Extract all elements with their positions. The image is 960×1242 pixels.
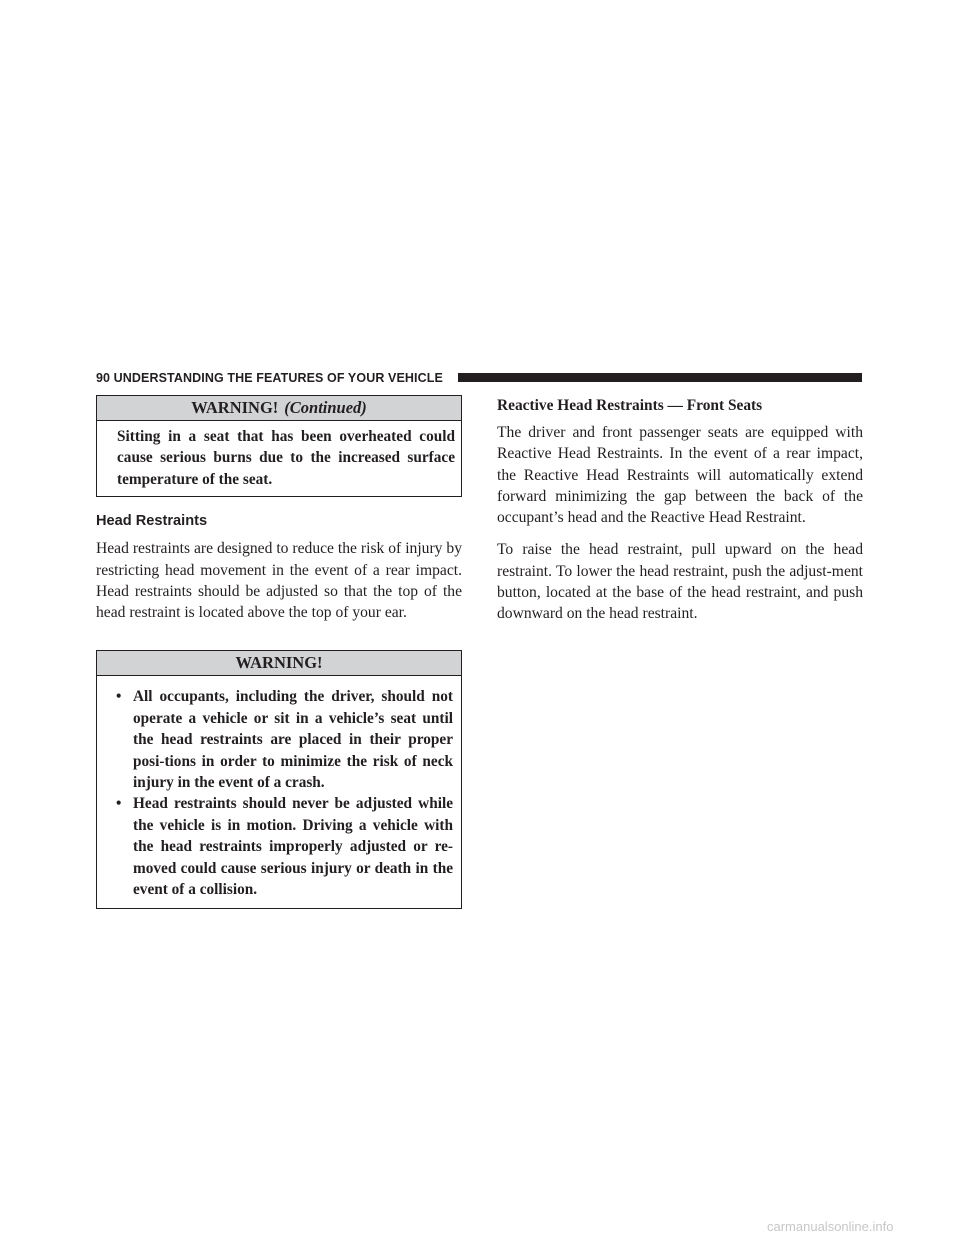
warning-bullet — [113, 793, 453, 900]
head-restraints-paragraph: Head restraints are designed to reduce the risk of injury by restricting head movement in the event of a rear impact. Head restraints should be adjusted so that the top of the head restraint is located above the top of your ear. — [96, 540, 462, 622]
warning-continued-box — [96, 395, 462, 497]
warning-continued-header — [97, 396, 461, 421]
footer-watermark: carmanualsonline.info — [767, 1219, 894, 1234]
bullet-dot-icon: • — [116, 795, 122, 813]
subsection-title-reactive-head-restraints: Reactive Head Restraints — Front Seats — [497, 397, 763, 414]
bullet-dot-icon: • — [116, 688, 122, 706]
warning-continued-text: Sitting in a seat that has been overheated could cause serious burns due to the increased surface temperature of the seat. — [117, 428, 455, 488]
reactive-head-restraints-paragraph-2: To raise the head restraint, pull upward on the head restraint. To lower the head restraint, push the adjust-ment button, located at the base of the head restraint, and push downward on the head restraint. — [497, 541, 863, 623]
warning-title: WARNING! — [235, 653, 323, 673]
warning-body — [97, 676, 461, 908]
warning-continued-suffix: (Continued) — [284, 398, 367, 417]
warning-bullet — [113, 686, 453, 793]
header-rule-bar — [458, 373, 862, 382]
left-column — [96, 395, 462, 909]
warning-bullet-text: All occupants, including the driver, should not operate a vehicle or sit in a vehicle’s seat until the head restraints are placed in their proper posi-tions in order to minimize the risk of neck injury in the event of a crash. — [133, 688, 453, 792]
warning-bullet-text: Head restraints should never be adjusted while the vehicle is in motion. Driving a vehicle with the head restraints improperly adjusted or re-moved could cause serious injury or death in the event of a collision. — [133, 795, 453, 899]
section-title-head-restraints: Head Restraints — [96, 513, 208, 530]
reactive-head-restraints-paragraph-1: The driver and front passenger seats are equipped with Reactive Head Restraints. In the event of a rear impact, the Reactive Head Restraints will automatically extend forward minimizing the gap between the back of the occupant’s head and the Reactive Head Restraint. — [497, 424, 863, 527]
warning-box — [96, 650, 462, 909]
right-column — [497, 395, 863, 625]
page-number-and-chapter-title: 90 UNDERSTANDING THE FEATURES OF YOUR VEHICLE — [96, 371, 443, 385]
warning-title: WARNING! — [191, 398, 279, 417]
page-header — [96, 369, 862, 389]
warning-header — [97, 651, 461, 676]
